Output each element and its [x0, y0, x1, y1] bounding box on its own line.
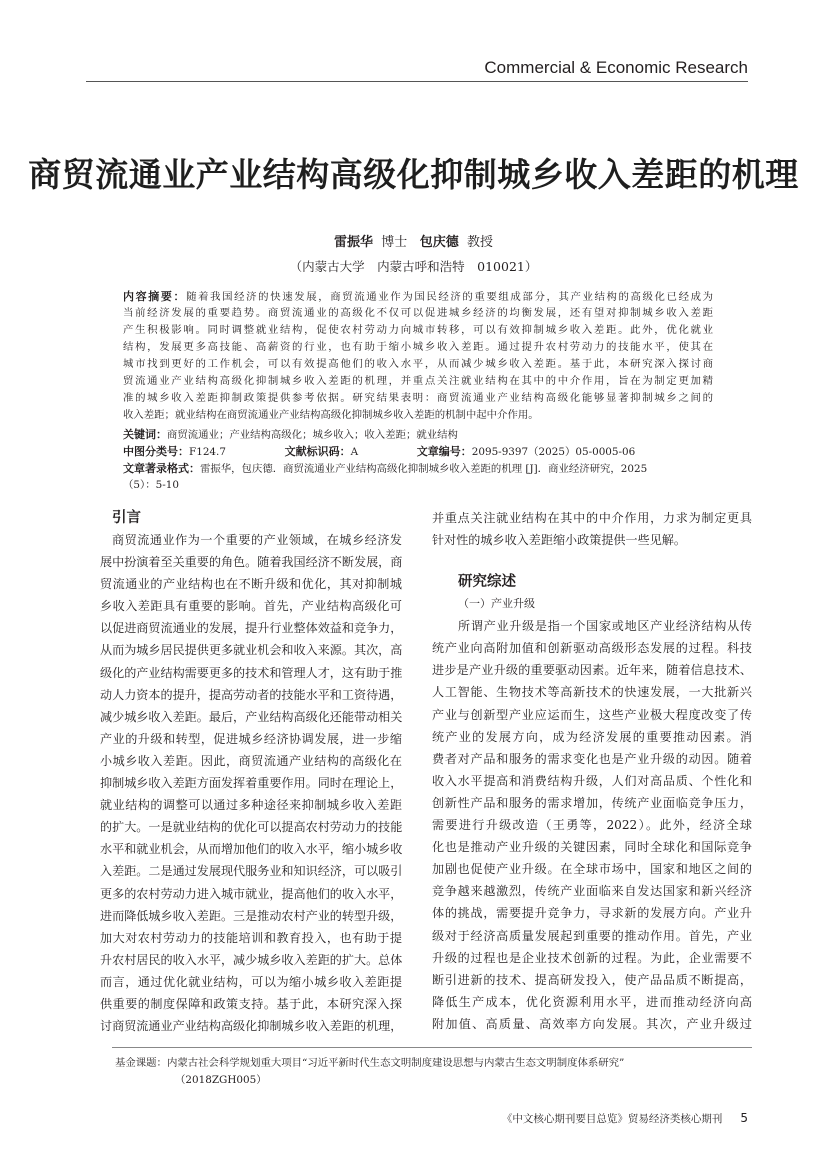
keywords-label: 关键词： — [123, 428, 167, 441]
text-line: 升农村居民的收入水平，减少城乡收入差距的扩大。总体 — [100, 952, 402, 967]
text-line: 产生积极影响。同时调整就业结构，促使农村劳动力向城市转移，可以有效抑制城乡收入差距。此外，优化就业 — [123, 324, 713, 336]
text-line: 创新性产品和服务的需求增加，传统产业面临竞争压力， — [432, 795, 752, 810]
text-line: 体的挑战，需要提升竞争力，寻求新的发展方向。产业升 — [432, 906, 752, 921]
footnote-rule — [112, 1047, 752, 1048]
article-title: 商贸流通业产业结构高级化抑制城乡收入差距的机理 — [28, 155, 799, 194]
citation-text: 雷振华，包庆德．商贸流通业产业结构高级化抑制城乡收入差距的机理 [J]．商业经济研究，2025 — [200, 463, 648, 475]
text-line: 附加值、高质量、高效率方向发展。其次，产业升级过 — [432, 1016, 752, 1031]
text-line: 更多的农村劳动力进入城市就业，提高他们的收入水平， — [100, 886, 402, 901]
author-name: 包庆德 — [419, 235, 459, 250]
text-line: 动人力资本的提升，提高劳动者的技能水平和工资待遇， — [100, 687, 402, 702]
text-line: 贸流通业的产业结构也在不断升级和优化，其对抑制城 — [100, 577, 402, 592]
citation-continued: （5）：5-10 — [123, 479, 179, 491]
clc-label: 中图分类号： — [123, 445, 189, 458]
keywords-value: 商贸流通业；产业结构高级化；城乡收入；收入差距；就业结构 — [167, 429, 458, 441]
subsection-heading: （一）产业升级 — [458, 597, 535, 611]
text-line: 收入水平提高和消费结构升级，人们对高品质、个性化和 — [432, 773, 752, 788]
classification — [123, 443, 713, 460]
text-line — [123, 288, 713, 305]
text-line: 进而降低城乡收入差距。三是推动农村产业的转型升级， — [100, 908, 402, 923]
affiliation: （内蒙古大学 内蒙古呼和浩特 010021） — [289, 259, 538, 274]
abstract — [123, 288, 713, 424]
footer-journal-index: 《中文核心期刊要目总览》贸易经济类核心期刊 — [501, 1113, 723, 1125]
text-line: 并重点关注就业结构在其中的中介作用，力求为制定更具 — [432, 511, 752, 525]
text-line: 就业结构的调整可以通过多种途径来抑制城乡收入差距 — [100, 798, 402, 813]
text-line: 城市找到更好的工作机会，可以有效提高他们的收入水平，从而减少城乡收入差距。基于此，本研究深入探讨商 — [123, 358, 713, 370]
text-line: 针对性的城乡收入差距缩小政策提供一些见解。 — [432, 533, 686, 548]
text-line: 当前经济发展的重要趋势。商贸流通业的高级化不仅可以促进城乡经济的均衡发展，还有望对抑制城乡收入差距 — [123, 307, 713, 319]
introduction-body — [100, 529, 402, 1037]
header-rule — [86, 81, 748, 82]
text-line: 统产业的发展方向，成为经济发展的重要推动因素。消 — [432, 729, 752, 744]
text-line: 乡收入差距具有重要的影响。首先，产业结构高级化可 — [100, 599, 402, 614]
author-name: 雷振华 — [334, 235, 374, 250]
text-line: 竞争越来越激烈，传统产业面临来自发达国家和新兴经济 — [432, 884, 752, 899]
text-line: 从而为城乡居民提供更多就业机会和收入来源。其次，高 — [100, 643, 402, 658]
section-heading-introduction: 引言 — [112, 510, 141, 526]
text-line: 升级的过程也是企业技术创新的过程。为此，企业需要不 — [432, 950, 752, 965]
article-number-value: 2095-9397（2025）05-0005-06 — [471, 446, 636, 458]
text-line: 展中扮演着至关重要的角色。随着我国经济不断发展，商 — [100, 555, 402, 570]
abstract-text: 随着我国经济的快速发展，商贸流通业作为国民经济的重要组成部分，其产业结构的高级化已经成为 — [186, 291, 713, 303]
text-line: 结构，发展更多高技能、高薪资的行业，也有助于缩小城乡收入差距。通过提升农村劳动力的技能水平，使其在 — [123, 341, 713, 353]
text-line: 准的城乡收入差距抑制政策提供参考依据。研究结果表明：商贸流通业产业结构高级化能够显著抑制城乡之间的 — [123, 392, 713, 404]
page-number: 5 — [740, 1111, 748, 1125]
text-line: 级化的产业结构需要更多的技术和管理人才，这有助于推 — [100, 665, 402, 680]
text-line: 加大对农村劳动力的技能培训和教育投入，也有助于提 — [100, 930, 402, 945]
citation-label: 文章著录格式： — [123, 462, 200, 475]
text-line: 产业的升级和转型，促进城乡经济协调发展，进一步缩 — [100, 731, 402, 746]
text-line: 统产业向高附加值和创新驱动高级形态发展的过程。科技 — [432, 641, 752, 656]
clc-value: F124.7 — [189, 446, 226, 458]
page-footer — [502, 1110, 748, 1127]
text-line: 入差距。二是通过发展现代服务业和知识经济，可以吸引 — [100, 864, 402, 879]
introduction-continued — [432, 507, 752, 551]
text-line: 供重要的制度保障和政策支持。基于此，本研究深入探 — [100, 996, 402, 1011]
text-line: 减少城乡收入差距。最后，产业结构高级化还能带动相关 — [100, 709, 402, 724]
abstract-label: 内容摘要： — [123, 290, 187, 303]
text-line: 收入差距；就业结构在商贸流通业产业结构高级化抑制城乡收入差距的机制中起中介作用。 — [123, 409, 539, 421]
text-line: 讨商贸流通业产业结构高级化抑制城乡收入差距的机理， — [100, 1019, 402, 1034]
doc-code-label: 文献标识码： — [284, 445, 351, 458]
text-line: 水平和就业机会，从而增加他们的收入水平，缩小城乡收 — [100, 842, 402, 857]
text-line: 以促进商贸流通业的发展，提升行业整体效益和竞争力， — [100, 621, 402, 636]
text-line: 而言，通过优化就业结构，可以为缩小城乡收入差距提 — [100, 974, 402, 989]
text-line: 降低生产成本，优化资源利用水平，进而推动经济向高 — [432, 994, 752, 1009]
text-line: 贸流通业产业结构高级化抑制城乡收入差距的机理，并重点关注就业结构在其中的中介作用，旨在为制定更加精 — [123, 375, 713, 387]
text-line: 商贸流通业作为一个重要的产业领域，在城乡经济发 — [112, 533, 402, 547]
funding-text: 基金课题：内蒙古社会科学规划重大项目“习近平新时代生态文明制度建设思想与内蒙古生态文明制度体系研究” — [115, 1057, 625, 1069]
right-column — [432, 507, 752, 1035]
text-line: 产业与创新型产业应运而生，这些产业极大程度改变了传 — [432, 707, 752, 722]
text-line: 化也是推动产业升级的关键因素，同时全球化和国际竞争 — [432, 840, 752, 855]
text-line: 抑制城乡收入差距方面发挥着重要作用。同时在理论上， — [100, 776, 402, 791]
text-line: 进步是产业升级的重要驱动因素。近年来，随着信息技术、 — [432, 663, 752, 678]
author-line — [0, 234, 827, 252]
section-heading-literature-review: 研究综述 — [458, 574, 516, 591]
article-number-label: 文章编号： — [416, 445, 472, 458]
keywords — [123, 426, 458, 443]
text-line: 级对于经济高质量发展起到重要的推动作用。首先，产业 — [432, 928, 752, 943]
text-line: 所谓产业升级是指一个国家或地区产业经济结构从传 — [458, 619, 752, 634]
text-line: 人工智能、生物技术等高新技术的快速发展，一大批新兴 — [432, 685, 752, 700]
left-column — [100, 507, 402, 1037]
text-line: 的扩大。一是就业结构的优化可以提高农村劳动力的技能 — [100, 820, 402, 835]
text-line: 断引进新的技术、提高研发投入，使产品品质不断提高， — [432, 972, 752, 987]
text-line: 小城乡收入差距。因此，商贸流通产业结构的高级化在 — [100, 753, 402, 768]
author-degree: 博士 — [381, 235, 408, 250]
author-degree: 教授 — [466, 235, 493, 250]
journal-name: Commercial & Economic Research — [484, 58, 748, 77]
citation — [123, 460, 647, 477]
text-line: 费者对产品和服务的需求变化也是产业升级的动因。随着 — [432, 751, 752, 766]
doc-code-value: A — [350, 446, 359, 458]
literature-review-body — [432, 615, 752, 1035]
text-line: 需要进行升级改造（王勇等，2022）。此外，经济全球 — [432, 818, 752, 833]
funding-note — [115, 1055, 624, 1089]
funding-code: （2018ZGH005） — [175, 1074, 267, 1086]
text-line: 加剧也促使产业升级。在全球市场中，国家和地区之间的 — [432, 862, 752, 877]
